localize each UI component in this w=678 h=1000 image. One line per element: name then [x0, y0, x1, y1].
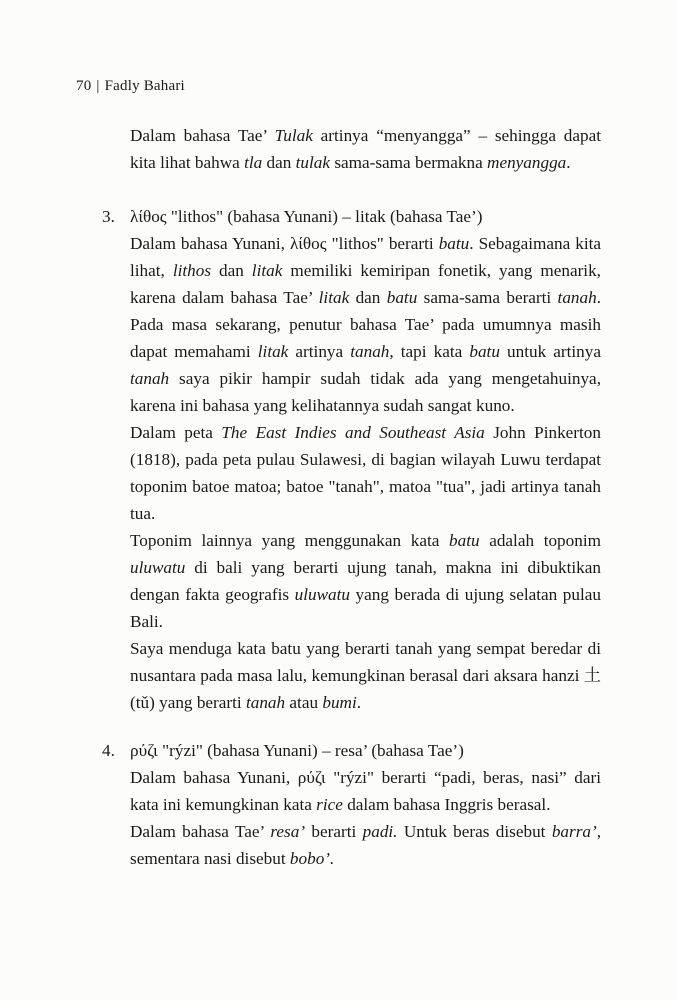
running-header: [76, 78, 185, 95]
header-author: Fadly Bahari: [104, 78, 185, 94]
paragraph-text: Toponim lainnya yang menggunakan kata batu adalah toponim uluwatu di bali yang berarti ujung tanah, makna ini dibuktikan dengan fakta geografis uluwatu yang berada di ujung selatan pulau Bali.: [130, 531, 601, 631]
paragraph-tulak: [130, 122, 601, 176]
page-number: 70: [76, 78, 92, 94]
item-heading: λίθος "lithos" (bahasa Yunani) – litak (bahasa Tae’): [130, 207, 483, 226]
list-item-ryzi: [130, 737, 601, 872]
list-number-4: 4.: [102, 741, 115, 760]
paragraph-text: Dalam peta The East Indies and Southeast Asia John Pinkerton (1818), pada peta pulau Sulawesi, di bagian wilayah Luwu terdapat toponim batoe matoa; batoe "tanah", matoa "tua", jadi artinya tanah tua.: [130, 423, 601, 523]
paragraph-text: Saya menduga kata batu yang berarti tanah yang sempat beredar di nusantara pada masa lalu, kemungkinan berasal dari aksara hanzi 土 (tǔ) yang berarti tanah atau bumi.: [130, 639, 601, 712]
list-item-lithos: [130, 203, 601, 716]
paragraph-text: Dalam bahasa Tae’ Tulak artinya “menyangga” – sehingga dapat kita lihat bahwa tla dan tulak sama-sama bermakna menyangga.: [130, 126, 601, 172]
paragraph-text: Dalam bahasa Tae’ resa’ berarti padi. Untuk beras disebut barra’, sementara nasi disebut bobo’.: [130, 822, 601, 868]
paragraph-text: Dalam bahasa Yunani, λίθος "lithos" berarti batu. Sebagaimana kita lihat, lithos dan litak memiliki kemiripan fonetik, yang menarik, karena dalam bahasa Tae’ litak dan batu sama-sama berarti tanah. Pada masa sekarang, penutur bahasa Tae’ pada umumnya masih dapat memahami litak artinya tanah, tapi kata batu untuk artinya tanah saya pikir hampir sudah tidak ada yang mengetahuinya, karena ini bahasa yang kelihatannya sudah sangat kuno.: [130, 234, 601, 415]
list-number-3: 3.: [102, 207, 115, 226]
item-heading: ρύζι "rýzi" (bahasa Yunani) – resa’ (bahasa Tae’): [130, 741, 464, 760]
header-separator: |: [96, 78, 100, 94]
paragraph-text: Dalam bahasa Yunani, ρύζι "rýzi" berarti “padi, beras, nasi” dari kata ini kemungkinan kata rice dalam bahasa Inggris berasal.: [130, 768, 601, 814]
